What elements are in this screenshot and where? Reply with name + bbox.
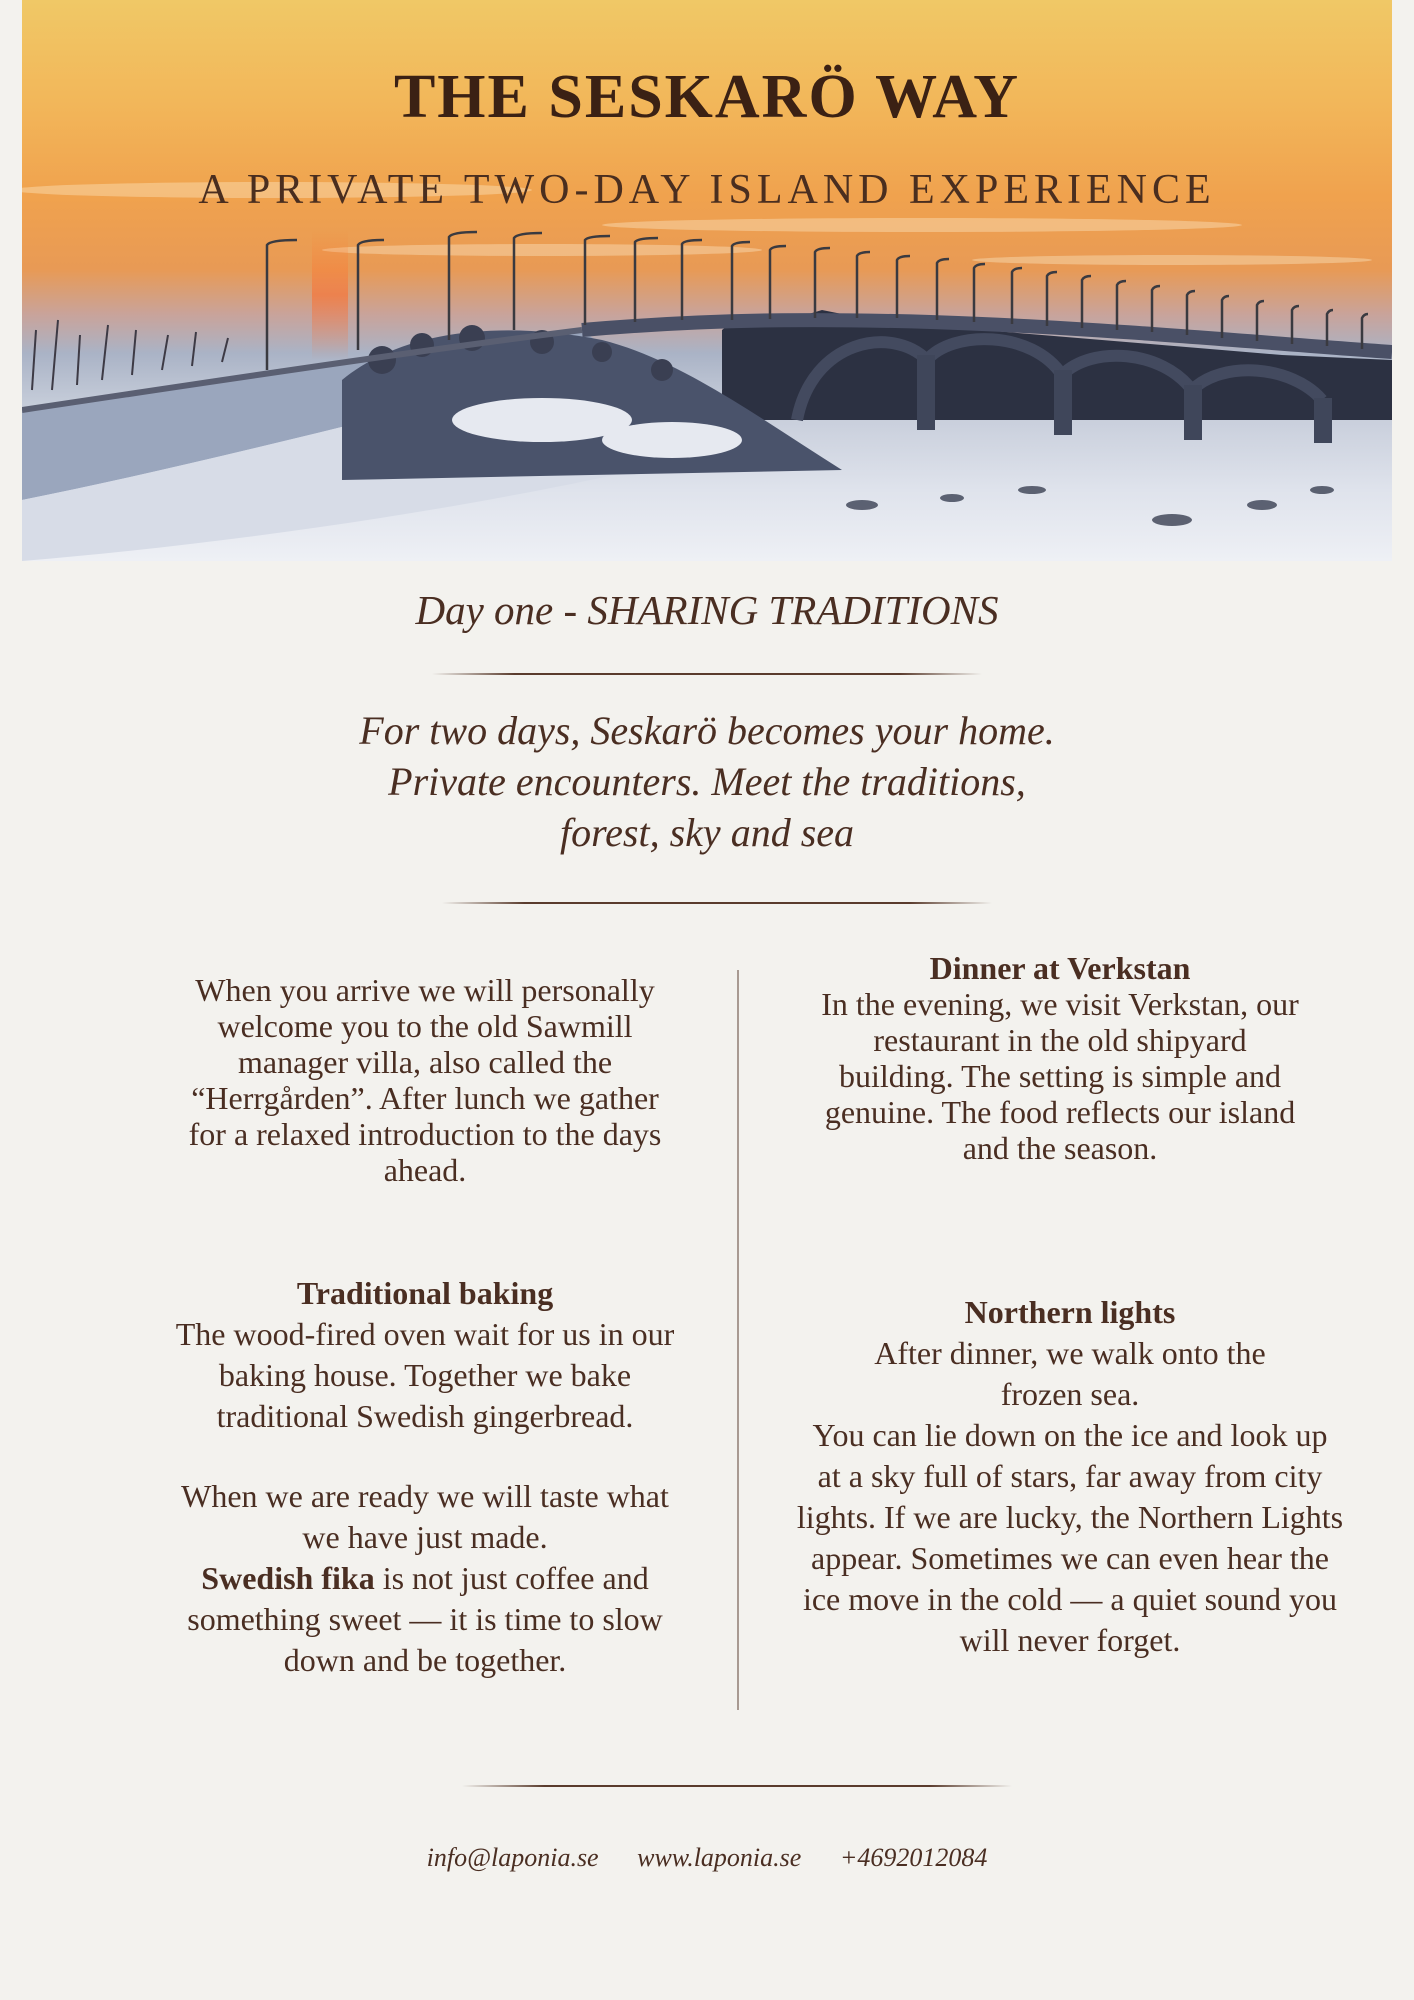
arrival-line: ahead.	[383, 1152, 467, 1188]
northern-line: After dinner, we walk onto the	[874, 1335, 1266, 1371]
arrival-line: When you arrive we will personally	[195, 972, 655, 1008]
column-divider	[737, 970, 739, 1710]
arrival-line: manager villa, also called the	[237, 1044, 613, 1080]
arrival-line: for a relaxed introduction to the days	[188, 1116, 662, 1152]
divider-top	[432, 673, 982, 675]
dinner-line: genuine. The food reflects our island	[824, 1094, 1296, 1130]
divider-bottom	[462, 1785, 1012, 1787]
arrival-line: “Herrgården”. After lunch we gather	[191, 1080, 659, 1116]
dinner-section	[760, 950, 1360, 1166]
day-heading: Day one - SHARING TRADITIONS	[415, 587, 999, 633]
baking-line: When we are ready we will taste what	[181, 1478, 669, 1514]
northern-line: lights. If we are lucky, the Northern Lights	[796, 1499, 1344, 1535]
baking-spacer	[130, 1437, 720, 1476]
baking-section	[130, 1273, 720, 1681]
intro-line: For two days, Seskarö becomes your home.	[359, 708, 1055, 753]
baking-line: down and be together.	[283, 1642, 567, 1678]
northern-heading: Northern lights	[964, 1294, 1176, 1330]
fika-line	[130, 1558, 720, 1599]
baking-line: traditional Swedish gingerbread.	[216, 1398, 634, 1434]
northern-line: appear. Sometimes we can even hear the	[811, 1540, 1329, 1576]
dinner-line: restaurant in the old shipyard	[873, 1022, 1247, 1058]
page-subtitle: A PRIVATE TWO-DAY ISLAND EXPERIENCE	[198, 167, 1216, 213]
page-title: THE SESKARÖ WAY	[393, 63, 1021, 131]
fika-rest: is not just coffee and	[374, 1560, 649, 1596]
baking-line: baking house. Together we bake	[218, 1357, 632, 1393]
northern-lights-section	[760, 1292, 1380, 1661]
hero-image	[22, 0, 1392, 561]
northern-line: at a sky full of stars, far away from city	[817, 1458, 1323, 1494]
dinner-heading: Dinner at Verkstan	[929, 950, 1191, 986]
contact-footer	[0, 1843, 1414, 1873]
baking-heading: Traditional baking	[296, 1275, 554, 1311]
baking-line: The wood-fired oven wait for us in our	[175, 1316, 675, 1352]
baking-line: something sweet — it is time to slow	[187, 1601, 663, 1637]
arrival-line: welcome you to the old Sawmill	[217, 1008, 633, 1044]
intro-line: forest, sky and sea	[559, 810, 855, 855]
northern-line: You can lie down on the ice and look up	[812, 1417, 1328, 1453]
northern-line: ice move in the cold — a quiet sound you	[802, 1581, 1338, 1617]
arrival-section	[130, 972, 720, 1188]
intro-line: Private encounters. Meet the traditions,	[388, 759, 1026, 804]
dinner-line: and the season.	[962, 1130, 1158, 1166]
fika-bold: Swedish fika	[201, 1560, 375, 1596]
website-link[interactable]: www.laponia.se	[637, 1843, 802, 1872]
northern-line: frozen sea.	[1000, 1376, 1140, 1412]
divider-middle	[442, 902, 992, 904]
email-link[interactable]: info@laponia.se	[426, 1843, 599, 1872]
dinner-line: building. The setting is simple and	[838, 1058, 1282, 1094]
dinner-line: In the evening, we visit Verkstan, our	[821, 986, 1299, 1022]
baking-line: we have just made.	[302, 1519, 548, 1555]
northern-line: will never forget.	[959, 1622, 1181, 1658]
phone-number[interactable]: +4692012084	[839, 1843, 988, 1872]
intro-text	[0, 705, 1414, 858]
